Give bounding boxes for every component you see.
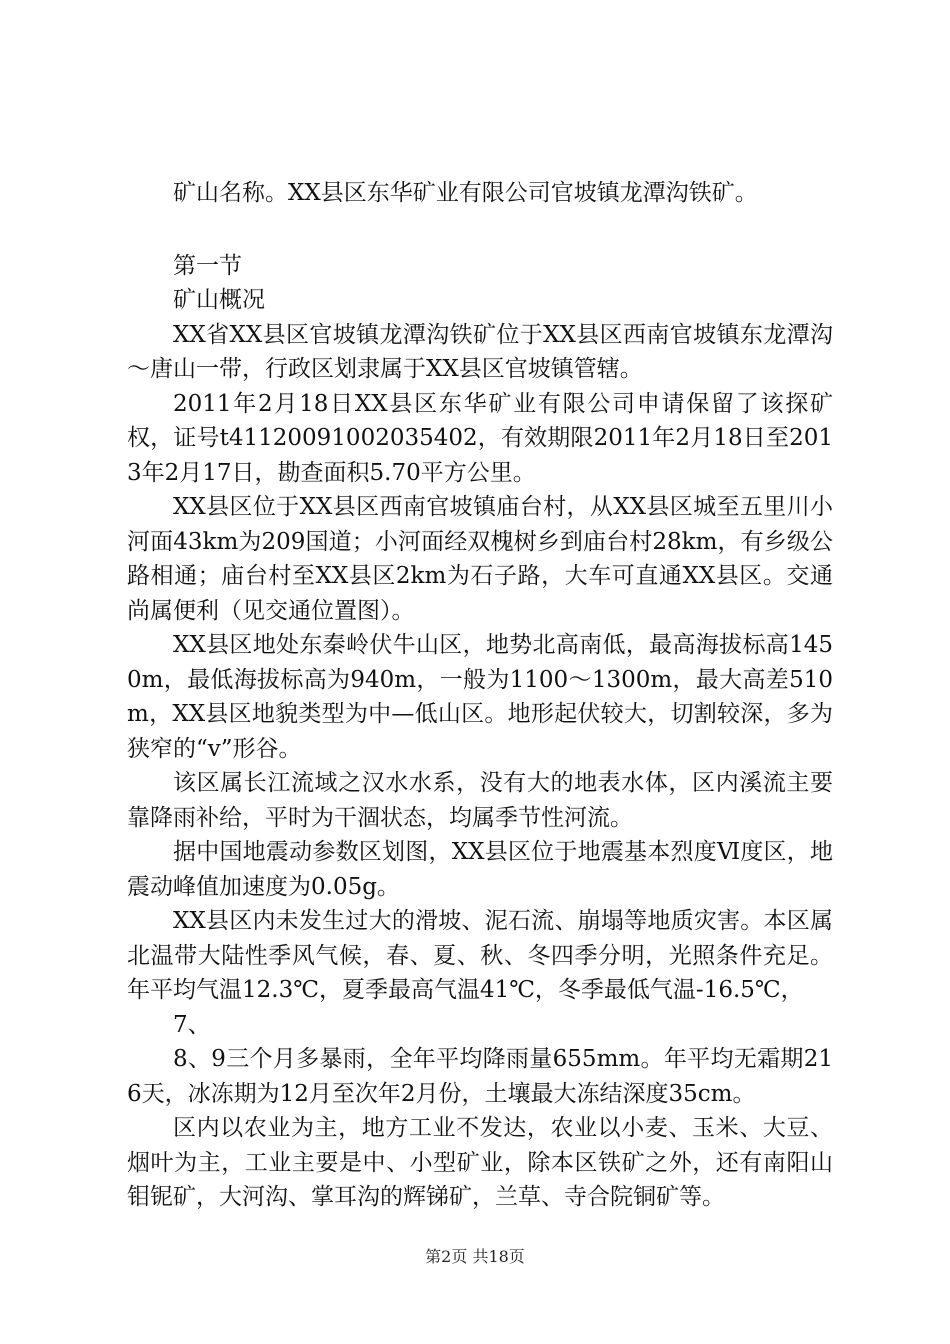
paragraph-transport: XX县区位于XX县区西南官坡镇庙台村，从XX县区城至五里川小河面43km为209国道；小河面经双槐树乡到庙台村28km，有乡级公路相通；庙台村至XX县区2km为石子路，大车可直通XX县区。交通尚属便利（见交通位置图）。 xyxy=(127,494,833,624)
paragraph-location: XX省XX县区官坡镇龙潭沟铁矿位于XX县区西南官坡镇东龙潭沟～唐山一带，行政区划隶属于XX县区官坡镇管辖。 xyxy=(127,321,833,382)
mine-name-line: 矿山名称。XX县区东华矿业有限公司官坡镇龙潭沟铁矿。 xyxy=(173,180,758,206)
document-body xyxy=(127,176,833,1215)
section-heading: 第一节 xyxy=(173,252,242,279)
paragraph-seismic: 据中国地震动参数区划图，XX县区位于地震基本烈度Ⅵ度区，地震动峰值加速度为0.05g。 xyxy=(127,839,833,900)
paragraph-rainfall: 8、9三个月多暴雨，全年平均降雨量655mm。年平均无霜期216天，冰冻期为12月至次年2月份，土壤最大冻结深度35cm。 xyxy=(127,1046,833,1107)
paragraph-economy: 区内以农业为主，地方工业不发达，农业以小麦、玉米、大豆、烟叶为主，工业主要是中、小型矿业，除本区铁矿之外，还有南阳山钼铌矿，大河沟、掌耳沟的辉锑矿，兰草、寺合院铜矿等。 xyxy=(127,1115,833,1210)
paragraph-hydrology: 该区属长江流域之汉水水系，没有大的地表水体，区内溪流主要靠降雨补给，平时为干涸状态，均属季节性河流。 xyxy=(127,770,833,831)
paragraph-terrain: XX县区地处东秦岭伏牛山区，地势北高南低，最高海拔标高1450m，最低海拔标高为940m，一般为1100～1300m，最大高差510m，XX县区地貌类型为中—低山区。地形起伏较大，切割较深，多为狭窄的“v”形谷。 xyxy=(127,632,833,762)
spacer xyxy=(127,211,833,249)
page-number-footer: 第2页 共18页 xyxy=(425,1247,525,1266)
paragraph-climate: XX县区内未发生过大的滑坡、泥石流、崩塌等地质灾害。本区属北温带大陆性季风气候，春、夏、秋、冬四季分明，光照条件充足。年平均气温12.3℃，夏季最高气温41℃，冬季最低气温-16.5℃， xyxy=(127,908,833,1003)
paragraph-exploration-right: 2011年2月18日XX县区东华矿业有限公司申请保留了该探矿权，证号t41120091002035402，有效期限2011年2月18日至2013年2月17日，勘查面积5.70平方公里。 xyxy=(127,390,833,486)
section-subheading: 矿山概况 xyxy=(173,287,265,313)
paragraph-month-fragment: 7、 xyxy=(173,1011,211,1038)
